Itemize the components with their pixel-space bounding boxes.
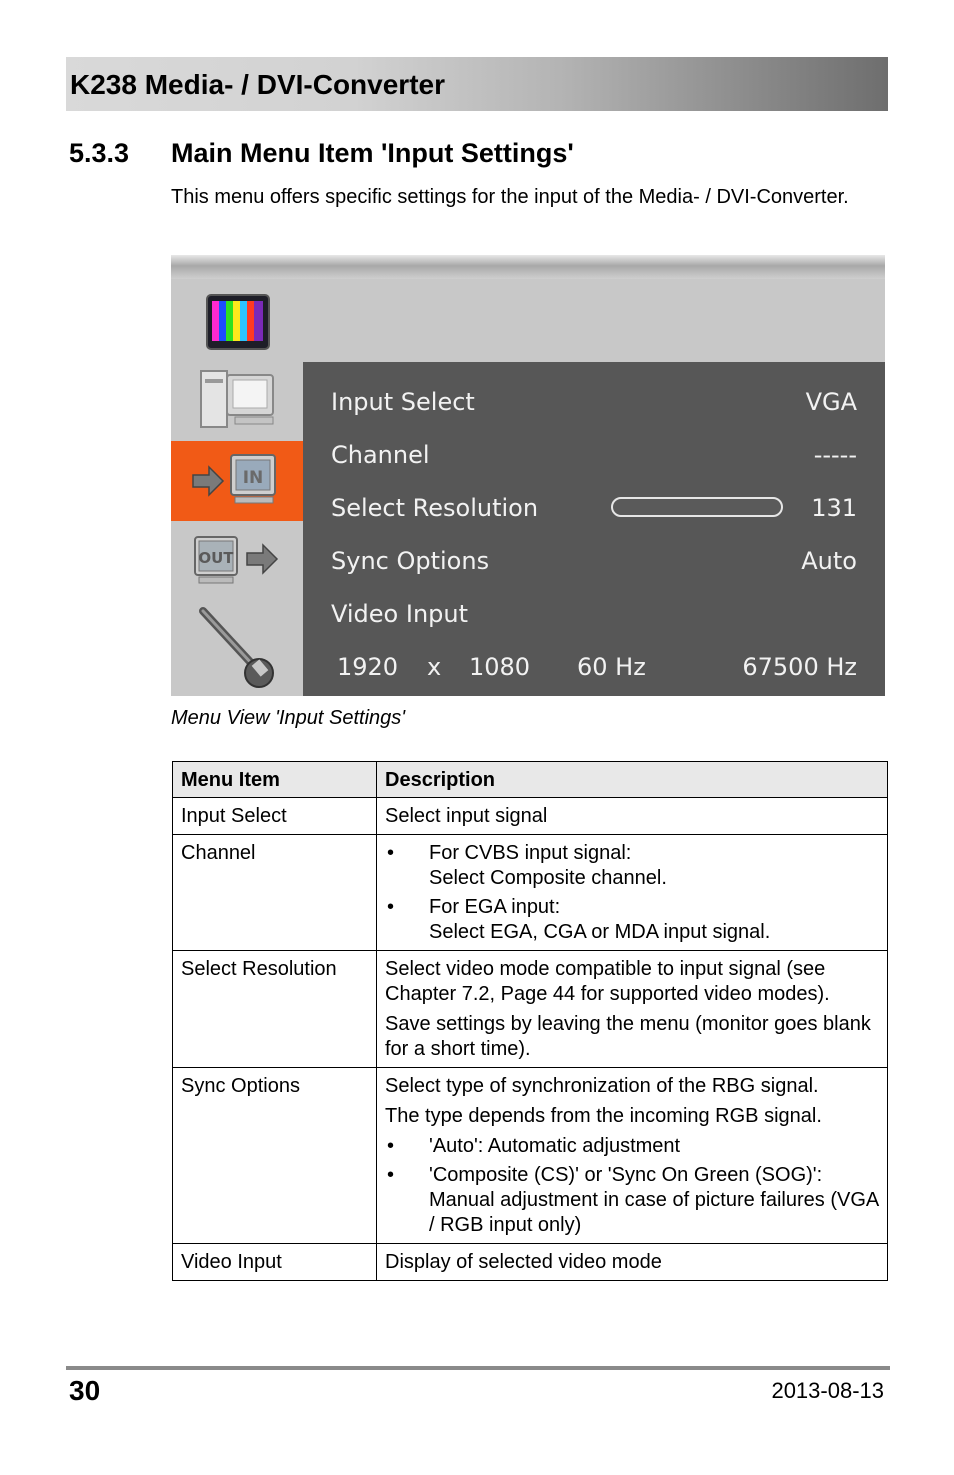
osd-value: VGA — [805, 388, 857, 416]
osd-top-bar — [171, 255, 885, 279]
mode-x: x — [427, 653, 442, 681]
menu-item-cell: Channel — [173, 835, 377, 951]
test-pattern-icon — [171, 279, 303, 359]
table-header-row — [173, 762, 888, 798]
table-row — [173, 835, 888, 951]
osd-row-video-input[interactable] — [331, 594, 857, 634]
footer-divider — [66, 1366, 890, 1370]
description-cell — [377, 951, 888, 1068]
section-intro: This menu offers specific settings for the input of the Media- / DVI-Converter. — [171, 186, 849, 208]
description-cell — [377, 1244, 888, 1281]
page-number: 30 — [69, 1375, 101, 1406]
monitor-computer-icon — [171, 361, 303, 441]
osd-settings-panel — [303, 362, 885, 696]
mode-height: 1080 — [469, 653, 531, 681]
description-text: Select input signal — [385, 805, 548, 827]
description-cell — [377, 798, 888, 835]
mode-hfreq: 67500 Hz — [742, 653, 857, 681]
description-bullet: • 'Composite (CS)' or 'Sync On Green (SOG)': Manual adjustment in case of picture failures (VGA / RGB input only) — [385, 1163, 879, 1238]
menu-item-cell: Video Input — [173, 1244, 377, 1281]
table-row — [173, 1244, 888, 1281]
menu-item-cell: Sync Options — [173, 1068, 377, 1244]
osd-icon-slot-tools[interactable] — [171, 603, 303, 683]
section-number: 5.3.3 — [69, 138, 130, 168]
table-row — [173, 1068, 888, 1244]
table-row — [173, 798, 888, 835]
menu-description-table — [172, 761, 888, 1281]
output-icon-text: OUT — [198, 549, 234, 567]
column-header-menu-item: Menu Item — [173, 762, 377, 798]
header-bar — [66, 57, 888, 111]
osd-icon-slot-system[interactable] — [171, 361, 303, 441]
osd-icon-column — [171, 279, 303, 696]
osd-video-mode-line — [331, 647, 857, 687]
description-text: Save settings by leaving the menu (monitor goes blank for a short time). — [385, 1013, 871, 1060]
figure-caption: Menu View 'Input Settings' — [171, 707, 406, 729]
osd-row-channel[interactable] — [331, 435, 857, 475]
description-bullet: • For EGA input: Select EGA, CGA or MDA input signal. — [385, 895, 879, 945]
table-row — [173, 951, 888, 1068]
description-text: The type depends from the incoming RGB signal. — [385, 1105, 822, 1127]
osd-row-input-select[interactable] — [331, 382, 857, 422]
description-cell — [377, 835, 888, 951]
mode-width: 1920 — [337, 653, 399, 681]
osd-icon-slot-display[interactable] — [171, 279, 303, 359]
osd-label: Select Resolution — [331, 494, 539, 522]
osd-value: ----- — [813, 441, 857, 469]
osd-label: Video Input — [331, 600, 469, 628]
page-date: 2013-08-13 — [771, 1378, 884, 1403]
osd-icon-slot-input[interactable] — [171, 441, 303, 521]
osd-row-sync-options[interactable] — [331, 541, 857, 581]
osd-row-select-resolution[interactable] — [331, 488, 857, 528]
section-title: Main Menu Item 'Input Settings' — [171, 138, 574, 168]
document-title: K238 Media- / DVI-Converter — [70, 69, 445, 100]
osd-label: Channel — [331, 441, 430, 469]
description-text: Select type of synchronization of the RBG signal. — [385, 1075, 819, 1097]
osd-icon-slot-output[interactable] — [171, 523, 303, 603]
description-text: Display of selected video mode — [385, 1251, 662, 1273]
menu-item-cell: Input Select — [173, 798, 377, 835]
menu-item-cell: Select Resolution — [173, 951, 377, 1068]
description-bullet: • For CVBS input signal: Select Composite channel. — [385, 841, 879, 891]
wrench-icon — [171, 603, 303, 693]
output-icon — [171, 523, 303, 603]
column-header-description: Description — [377, 762, 888, 798]
description-cell — [377, 1068, 888, 1244]
osd-value: Auto — [801, 547, 857, 575]
input-icon — [171, 441, 303, 521]
resolution-slider[interactable] — [611, 497, 783, 517]
description-bullet: • 'Auto': Automatic adjustment — [385, 1134, 879, 1159]
osd-menu-screenshot — [171, 255, 885, 696]
osd-label: Input Select — [331, 388, 475, 416]
description-text: Select video mode compatible to input signal (see Chapter 7.2, Page 44 for supported video modes). — [385, 958, 830, 1005]
mode-vfreq: 60 Hz — [577, 653, 646, 681]
osd-label: Sync Options — [331, 547, 490, 575]
table-body — [173, 798, 888, 1281]
input-icon-text: IN — [242, 468, 264, 488]
osd-value: 131 — [811, 494, 857, 522]
